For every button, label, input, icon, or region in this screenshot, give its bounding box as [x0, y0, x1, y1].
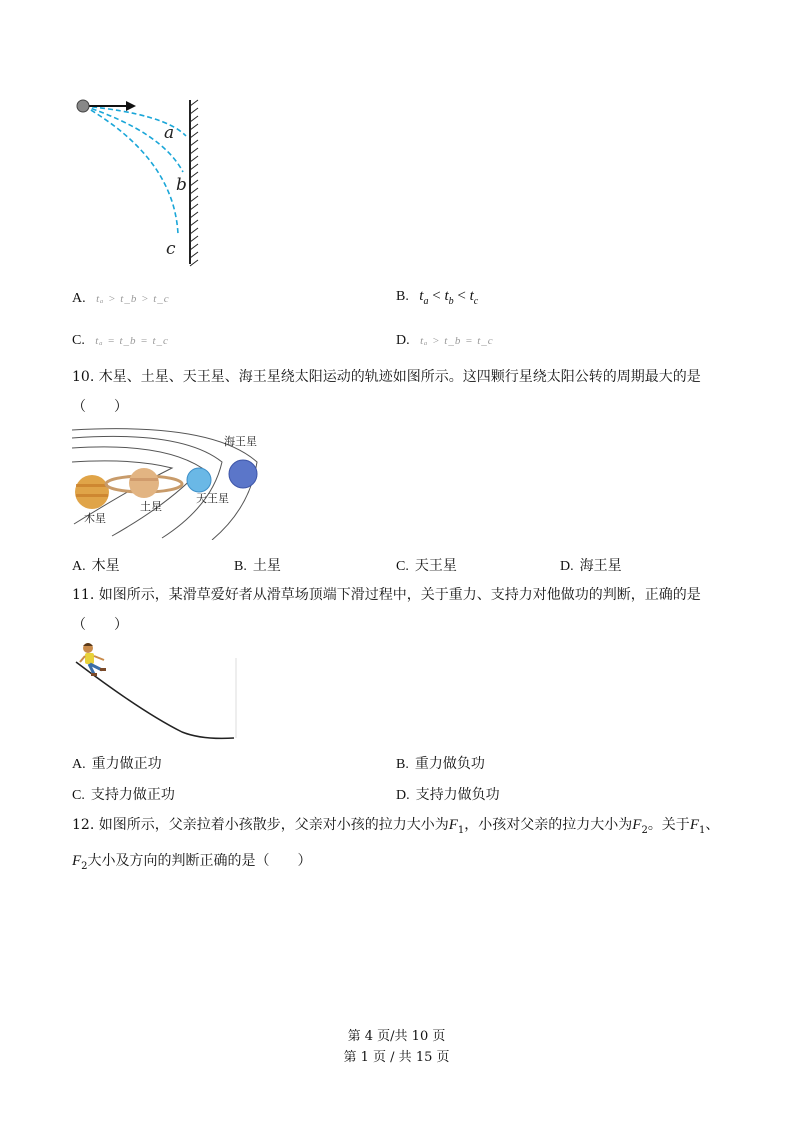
option-label: B.: [396, 757, 409, 772]
q10-option-a[interactable]: [72, 555, 120, 575]
q11-option-c[interactable]: [72, 784, 175, 804]
option-label: A.: [72, 291, 86, 306]
option-label: B.: [396, 289, 409, 304]
label-saturn: 土星: [140, 500, 162, 513]
ball: [77, 100, 89, 112]
q11-stem: 11. 如图所示，某滑草爱好者从滑草场顶端下滑过程中，关于重力、支持力对他做功的判断，正确的是（ ）: [72, 587, 701, 633]
option-text: $t_a < t_b < t_c$: [419, 288, 479, 307]
q11-option-a[interactable]: [72, 753, 162, 773]
option-label: D.: [560, 559, 574, 574]
option-label: B.: [234, 559, 247, 574]
jupiter: [75, 475, 109, 509]
option-text: 支持力做负功: [415, 787, 500, 803]
slope: [76, 662, 234, 738]
q9-option-c[interactable]: [72, 332, 169, 349]
option-text: 海王星: [579, 558, 622, 574]
option-text: tₐ > t_b = t_c: [420, 335, 494, 347]
label-a: a: [164, 123, 175, 143]
q9-option-d[interactable]: [396, 332, 494, 349]
option-label: C.: [396, 559, 409, 574]
q10-option-d[interactable]: [560, 555, 622, 575]
option-label: A.: [72, 757, 86, 772]
q9-option-a[interactable]: [72, 290, 170, 307]
label-uranus: 天王星: [196, 492, 229, 505]
neptune: [229, 460, 257, 488]
q10-option-b[interactable]: [234, 555, 281, 575]
option-text: 重力做负功: [414, 756, 485, 772]
option-label: D.: [396, 788, 410, 803]
label-c: c: [166, 239, 176, 259]
label-jupiter: 木星: [84, 512, 106, 525]
q11-option-b[interactable]: [396, 753, 485, 773]
option-text: 重力做正功: [91, 756, 162, 772]
saturn: [106, 468, 182, 498]
label-b: b: [176, 175, 187, 195]
option-text: 土星: [252, 558, 281, 574]
q10-figure: [72, 428, 282, 540]
label-neptune: 海王星: [224, 435, 257, 448]
option-text: 支持力做正功: [90, 787, 175, 803]
option-text: 天王星: [414, 558, 457, 574]
option-text: 木星: [91, 558, 120, 574]
option-text: tₐ > t_b > t_c: [96, 293, 170, 305]
option-label: D.: [396, 333, 410, 348]
page-number-outer: 第 1 页 / 共 15 页: [343, 1050, 450, 1065]
q9-figure: [70, 92, 210, 272]
wall-hatching: [190, 100, 198, 266]
q11-figure: [72, 640, 242, 744]
q12-stem: 12. 如图所示，父亲拉着小孩散步，父亲对小孩的拉力大小为$F_1$，小孩对父亲的拉力大小为$F_2$。关于$F_1$、$F_2$大小及方向的判断正确的是（ ）: [72, 817, 720, 872]
q10-option-c[interactable]: [396, 555, 457, 575]
q9-option-b[interactable]: [396, 288, 478, 307]
slider-person-icon: [80, 643, 106, 676]
velocity-arrowhead: [126, 101, 136, 111]
q10-stem: 10. 木星、土星、天王星、海王星绕太阳运动的轨迹如图所示。这四颗行星绕太阳公转的周期最大的是（ ）: [72, 369, 701, 415]
option-label: A.: [72, 559, 86, 574]
option-label: C.: [72, 333, 85, 348]
option-label: C.: [72, 788, 85, 803]
uranus: [187, 468, 211, 492]
q11-option-d[interactable]: [396, 784, 500, 804]
page-number-inner: 第 4 页/共 10 页: [347, 1029, 446, 1044]
option-text: tₐ = t_b = t_c: [95, 335, 169, 347]
